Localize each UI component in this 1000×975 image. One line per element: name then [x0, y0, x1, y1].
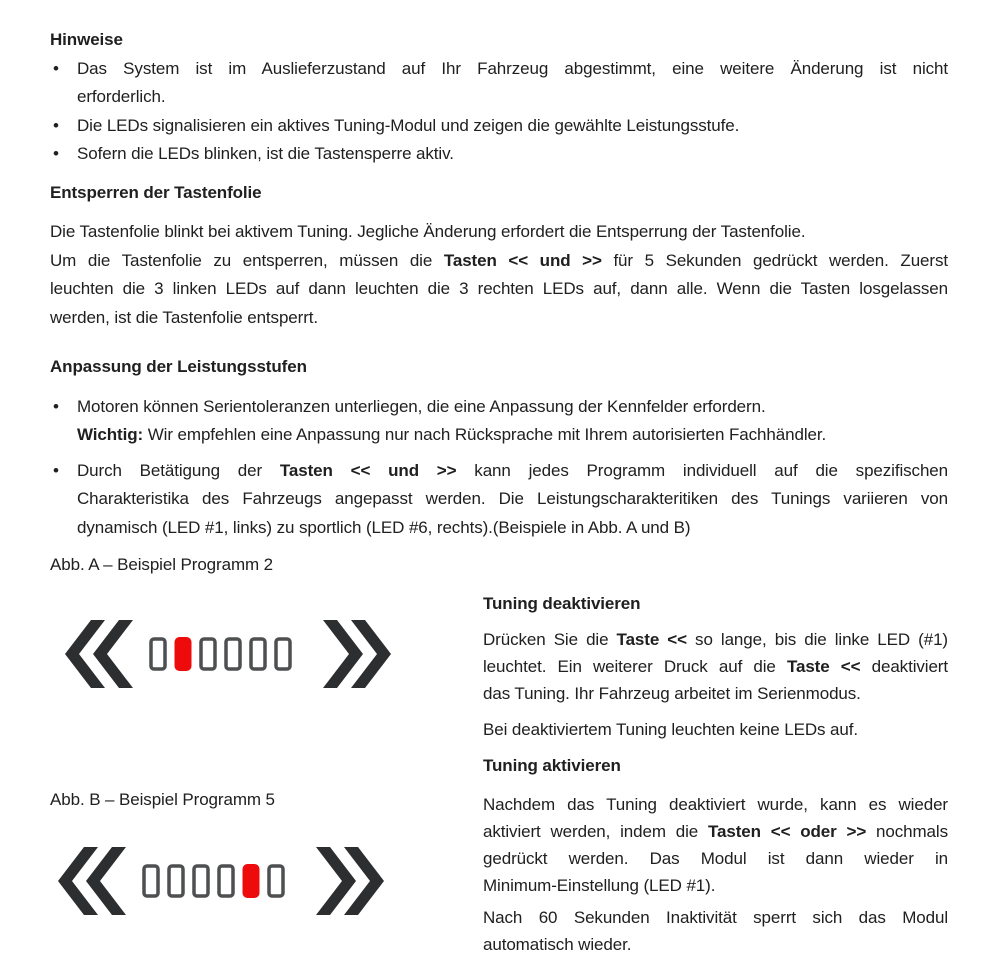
body-text-line: Die LEDs signalisieren ein aktives Tuning-Modul und zeigen die gewählte Leistungsstufe. — [77, 115, 740, 135]
body-text-line: Nachdem das Tuning deaktiviert wurde, kann es wieder — [483, 795, 948, 814]
figure-b-led-display — [58, 847, 384, 915]
body-text-line: Sofern die LEDs blinken, ist die Tastensperre aktiv. — [77, 144, 454, 163]
body-text-line: das Tuning. Ihr Fahrzeug arbeitet im Serienmodus. — [483, 684, 861, 703]
led-off — [251, 639, 265, 669]
led-active — [243, 864, 260, 898]
double-chevron-left-icon — [65, 620, 133, 688]
section-heading-hinweise: Hinweise — [50, 30, 123, 49]
double-chevron-left-icon — [58, 847, 126, 915]
body-text-line: Um die Tastenfolie zu entsperren, müssen die Tasten << und >> für 5 Sekunden gedrückt werden. Zuerst — [50, 250, 948, 270]
list-item — [50, 393, 948, 450]
list-item — [50, 140, 948, 169]
body-text-line: Drücken Sie die Taste << so lange, bis die linke LED (#1) — [483, 630, 948, 649]
led-off — [144, 866, 158, 896]
bullet-icon: • — [53, 144, 59, 163]
bullet-icon: • — [53, 396, 59, 416]
figures-column — [50, 551, 483, 958]
entsperren-paragraph — [50, 218, 948, 332]
figure-a-label: Abb. A – Beispiel Programm 2 — [50, 555, 274, 574]
body-text-line: Das System ist im Auslieferzustand auf Ihr Fahrzeug abgestimmt, eine weitere Änderung ist nicht — [77, 58, 948, 78]
body-text-line: Wichtig: Wir empfehlen eine Anpassung nur nach Rücksprache mit Ihrem autorisierten Fachhändler. — [77, 425, 827, 444]
list-item — [50, 457, 948, 543]
led-off — [151, 639, 165, 669]
led-off — [276, 639, 290, 669]
body-text-line: Bei deaktiviertem Tuning leuchten keine LEDs auf. — [483, 720, 858, 739]
body-text-line: Die Tastenfolie blinkt bei aktivem Tuning. Jegliche Änderung erfordert die Entsperrung der Tastenfolie. — [50, 222, 806, 241]
bullet-icon: • — [53, 58, 59, 78]
body-text-line: dynamisch (LED #1, links) zu sportlich (LED #6, rechts).(Beispiele in Abb. A und B) — [77, 517, 691, 537]
tuning-text-column — [483, 551, 948, 958]
tuning-deaktivieren-note — [483, 716, 948, 743]
tuning-aktivieren-paragraph — [483, 791, 948, 899]
led-off — [201, 639, 215, 669]
bullet-icon: • — [53, 460, 59, 480]
bullet-icon: • — [53, 115, 59, 135]
two-column-section — [50, 551, 948, 958]
led-off — [226, 639, 240, 669]
section-heading-tuning-aktivieren: Tuning aktivieren — [483, 756, 621, 775]
section-heading-entsperren: Entsperren der Tastenfolie — [50, 182, 262, 202]
body-text-line: Durch Betätigung der Tasten << und >> kann jedes Programm individuell auf die spezifischen — [77, 460, 949, 480]
body-text-line: gedrückt werden. Das Modul ist dann wieder in — [483, 849, 948, 868]
led-active — [175, 637, 192, 671]
figure-b-label: Abb. B – Beispiel Programm 5 — [50, 789, 275, 809]
tuning-aktivieren-note — [483, 904, 948, 958]
body-text-line: leuchten die 3 linken LEDs auf dann leuchten die 3 rechten LEDs auf, dann alle. Wenn die Tasten losgelassen — [50, 279, 948, 298]
anpassung-list — [50, 393, 948, 543]
led-off — [194, 866, 208, 896]
body-text-line: erforderlich. — [77, 87, 166, 106]
tuning-deaktivieren-paragraph — [483, 626, 948, 707]
figure-a-led-display — [65, 620, 391, 688]
body-text-line: Minimum-Einstellung (LED #1). — [483, 876, 716, 895]
list-item — [50, 55, 948, 112]
section-heading-tuning-deaktivieren: Tuning deaktivieren — [483, 594, 641, 613]
led-off — [219, 866, 233, 896]
body-text-line: Motoren können Serientoleranzen unterliegen, die eine Anpassung der Kennfelder erfordern. — [77, 396, 766, 416]
body-text-line: aktiviert werden, indem die Tasten << oder >> nochmals — [483, 822, 948, 841]
led-row — [151, 637, 290, 671]
list-item — [50, 112, 948, 141]
body-text-line: leuchtet. Ein weiterer Druck auf die Taste << deaktiviert — [483, 657, 948, 676]
hinweise-list — [50, 55, 948, 169]
led-row — [144, 864, 283, 898]
section-heading-anpassung: Anpassung der Leistungsstufen — [50, 357, 307, 376]
body-text-line: werden, ist die Tastenfolie entsperrt. — [50, 307, 319, 327]
body-text-line: automatisch wieder. — [483, 935, 632, 954]
body-text-line: Nach 60 Sekunden Inaktivität sperrt sich das Modul — [483, 908, 948, 927]
led-off — [169, 866, 183, 896]
body-text-line: Charakteristika des Fahrzeugs angepasst werden. Die Leistungscharakteritiken des Tunings variieren von — [77, 489, 948, 508]
double-chevron-right-icon — [316, 847, 384, 915]
led-off — [269, 866, 283, 896]
double-chevron-right-icon — [323, 620, 391, 688]
